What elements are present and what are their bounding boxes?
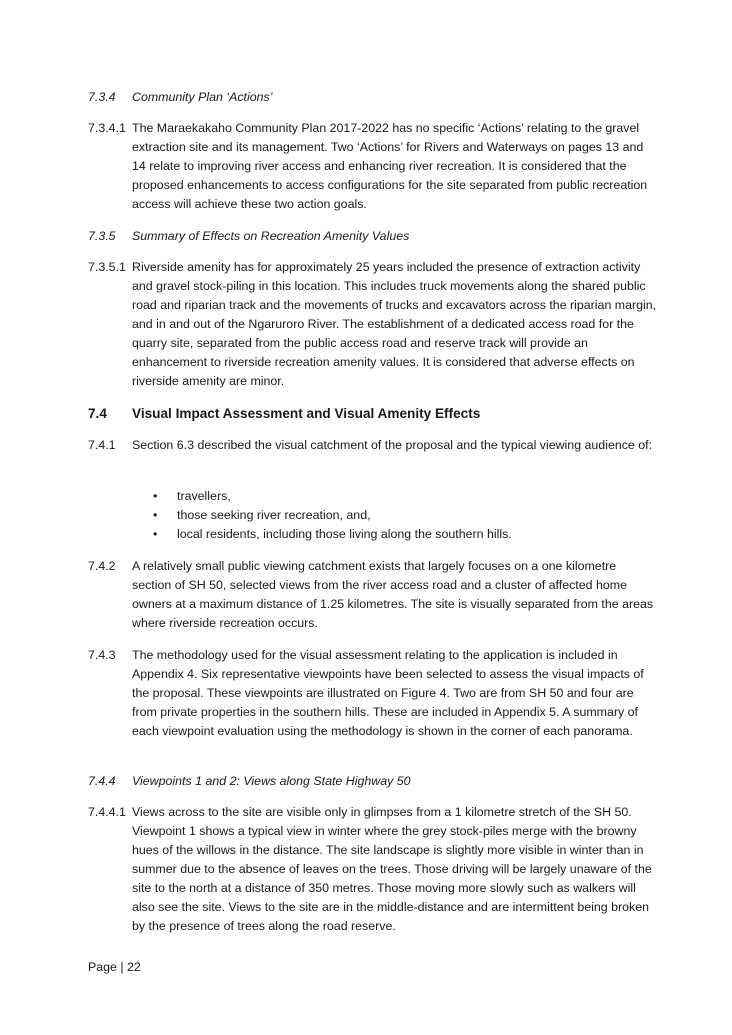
- paragraph-number: 7.4.2: [88, 559, 116, 573]
- subheading-7-3-5: [88, 227, 658, 246]
- paragraph-number: 7.3.5.1: [88, 260, 126, 274]
- paragraph-text: The Maraekakaho Community Plan 2017-2022 has no specific ‘Actions’ relating to the gravel extraction site and its management. Two ‘Actions’ for Rivers and Waterways on pages 13 and 14 relate to improving river access and enhancing river recreation. It is considered that the proposed enhancements to access configurations for the site separated from public recreation access will achieve these two action goals.: [132, 121, 648, 211]
- paragraph-number: 7.4.4.1: [88, 805, 126, 819]
- paragraph-number: 7.4.3: [88, 648, 116, 662]
- subheading-7-3-4: [88, 88, 658, 107]
- section-number: 7.4: [88, 406, 107, 421]
- section-number: 7.3.4: [88, 90, 116, 104]
- paragraph-7-4-2: [88, 557, 658, 633]
- section-title: Community Plan ‘Actions’: [132, 90, 273, 104]
- paragraph-7-4-4-1: [88, 803, 658, 936]
- subheading-7-4-4: [88, 772, 658, 791]
- page-number: Page | 22: [88, 960, 141, 974]
- heading-7-4: [88, 404, 658, 423]
- section-title: Viewpoints 1 and 2: Views along State Highway 50: [132, 774, 411, 788]
- viewing-audience-list: [153, 487, 653, 544]
- section-number: 7.4.4: [88, 774, 116, 788]
- paragraph-text: A relatively small public viewing catchment exists that largely focuses on a one kilometre section of SH 50, selected views from the river access road and a cluster of affected home owners at a maximum distance of 1.25 kilometres. The site is visually separated from the areas where riverside recreation occurs.: [132, 559, 654, 630]
- list-item: • local residents, including those living along the southern hills.: [153, 525, 653, 544]
- paragraph-7-4-3: [88, 646, 658, 741]
- paragraph-text: The methodology used for the visual assessment relating to the application is included in Appendix 4. Six representative viewpoints have been selected to assess the visual impacts of the proposal. These viewpoints are illustrated on Figure 4. Two are from SH 50 and four are from private properties in the southern hills. These are included in Appendix 5. A summary of each viewpoint evaluation using the methodology is shown in the corner of each panorama.: [132, 648, 644, 738]
- list-item: • travellers,: [153, 487, 653, 506]
- paragraph-text: Section 6.3 described the visual catchment of the proposal and the typical viewing audience of:: [132, 438, 653, 452]
- paragraph-7-3-5-1: [88, 258, 658, 391]
- section-title: Summary of Effects on Recreation Amenity Values: [132, 229, 410, 243]
- paragraph-number: 7.3.4.1: [88, 121, 126, 135]
- section-title: Visual Impact Assessment and Visual Amenity Effects: [132, 406, 481, 421]
- paragraph-text: Views across to the site are visible only in glimpses from a 1 kilometre stretch of the SH 50. Viewpoint 1 shows a typical view in winter where the grey stock-piles merge with the browny hues of the willows in the distance. The site landscape is slightly more visible in winter than in summer due to the absence of leaves on the trees. Those driving will be largely unaware of the site to the north at a distance of 350 metres. Those moving more slowly such as walkers will also see the site. Views to the site are in the middle-distance and are intermittent being broken by the presence of trees along the road reserve.: [132, 805, 652, 933]
- bullet-icon: •: [153, 489, 158, 503]
- paragraph-7-3-4-1: [88, 119, 658, 214]
- bullet-icon: •: [153, 527, 158, 541]
- paragraph-number: 7.4.1: [88, 438, 116, 452]
- list-item: • those seeking river recreation, and,: [153, 506, 653, 525]
- paragraph-7-4-1: [88, 436, 658, 455]
- paragraph-text: Riverside amenity has for approximately 25 years included the presence of extraction activity and gravel stock-piling in this location. This includes truck movements along the shared public road and riparian track and the movements of trucks and excavators across the riparian margin, and in and out of the Ngaruroro River. The establishment of a dedicated access road for the quarry site, separated from the public access road and reserve track will provide an enhancement to riverside recreation amenity values. It is considered that adverse effects on riverside amenity are minor.: [132, 260, 657, 388]
- section-number: 7.3.5: [88, 229, 116, 243]
- bullet-icon: •: [153, 508, 158, 522]
